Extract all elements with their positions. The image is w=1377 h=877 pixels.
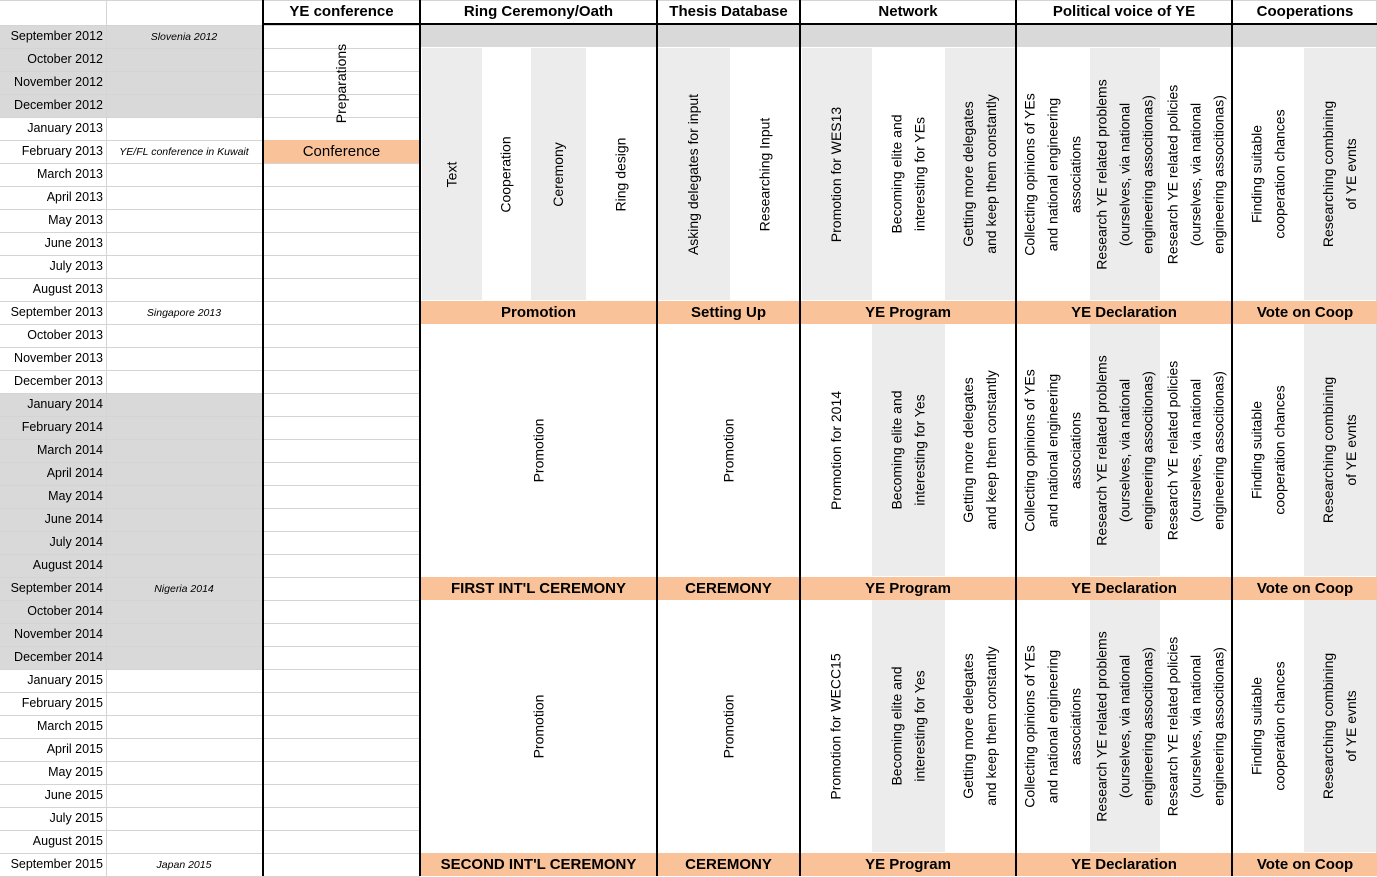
month-label: August 2014: [32, 558, 103, 572]
month-label: October 2012: [27, 52, 103, 66]
thesis-task-text: Promotion: [720, 694, 736, 758]
thesis-milestone: Setting Up: [658, 301, 799, 324]
month-label: March 2015: [36, 719, 103, 733]
political-task-text: Research YE related problems (ourselves, via national engineering associtionas): [1093, 78, 1156, 270]
political-task: [1090, 48, 1160, 300]
political-milestone: YE Declaration: [1017, 301, 1231, 324]
political-task: [1017, 48, 1090, 300]
network-task-text: Promotion for 2014: [828, 390, 845, 510]
month-label: February 2013: [21, 144, 103, 158]
ring-task-text: Ring design: [612, 137, 629, 211]
month-label: March 2013: [36, 167, 103, 181]
coop-milestone: Vote on Coop: [1233, 853, 1377, 876]
month-label: July 2015: [49, 811, 103, 825]
network-task: [872, 48, 945, 300]
ring-task-text: Cooperation: [498, 135, 514, 213]
header-ye-conference: YE conference: [289, 3, 394, 20]
thesis-task-text: Asking delegates for input: [685, 93, 702, 255]
month-label: May 2015: [48, 765, 103, 779]
political-task: [1160, 600, 1231, 852]
coop-task: [1233, 600, 1304, 852]
network-milestone: YE Program: [801, 301, 1015, 324]
political-task-text: Collecting opinions of YEs and national engineering associations: [1022, 368, 1084, 532]
ring-task: [421, 324, 656, 576]
political-milestone: YE Declaration: [1017, 577, 1231, 600]
event-label: Slovenia 2012: [150, 31, 218, 43]
network-task: [801, 600, 872, 852]
month-label: June 2013: [44, 236, 103, 250]
political-task-text: Research YE related problems (ourselves, via national engineering associtionas): [1093, 354, 1156, 546]
ring-task: [421, 48, 482, 300]
coop-task: [1233, 48, 1304, 300]
ye-preparations: [264, 26, 419, 140]
network-task: [872, 600, 945, 852]
month-label: September 2013: [10, 305, 103, 319]
ring-task-text: Promotion: [530, 418, 546, 482]
network-task: [945, 324, 1015, 576]
header-cooperations: Cooperations: [1256, 3, 1354, 20]
political-task: [1160, 48, 1231, 300]
network-task-text: Promotion for WECC15: [828, 652, 844, 800]
month-label: September 2014: [10, 581, 103, 595]
ring-task-text: Text: [443, 161, 459, 187]
political-task-text: Collecting opinions of YEs and national engineering associations: [1022, 92, 1084, 256]
month-label: January 2015: [27, 673, 103, 687]
ring-task-text: Promotion: [530, 694, 546, 758]
coop-task: [1304, 600, 1377, 852]
thesis-task-text: Researching Input: [756, 117, 773, 231]
event-label: Japan 2015: [156, 859, 212, 871]
month-label: February 2014: [21, 420, 103, 434]
network-task-text: Becoming elite and interesting for Yes: [888, 390, 928, 510]
month-label: November 2013: [14, 351, 103, 365]
grid-line: [106, 0, 107, 876]
thesis-milestone: CEREMONY: [658, 577, 799, 600]
network-milestone: YE Program: [801, 577, 1015, 600]
month-label: November 2012: [14, 75, 103, 89]
coop-task: [1233, 324, 1304, 576]
coop-task-text: Researching combining of YE evnts: [1320, 100, 1360, 248]
month-label: January 2014: [27, 397, 103, 411]
political-task-text: Research YE related policies (ourselves, via national engineering associtionas): [1164, 636, 1227, 816]
political-task-text: Research YE related policies (ourselves, via national engineering associtionas): [1164, 360, 1227, 540]
event-label: Singapore 2013: [146, 307, 222, 319]
ring-milestone: FIRST INT'L CEREMONY: [421, 577, 656, 600]
coop-task-text: Finding suitable cooperation chances: [1248, 385, 1288, 515]
coop-task: [1304, 48, 1377, 300]
ring-milestone: SECOND INT'L CEREMONY: [421, 853, 656, 876]
coop-task-text: Researching combining of YE evnts: [1320, 376, 1360, 524]
network-task-text: Promotion for WES13: [828, 106, 845, 242]
ring-task: [531, 48, 586, 300]
month-label: December 2012: [14, 98, 103, 112]
month-label: May 2014: [48, 489, 103, 503]
month-label: April 2014: [46, 466, 103, 480]
thesis-task-text: Promotion: [720, 418, 736, 482]
thesis-task: [658, 324, 799, 576]
coop-milestone: Vote on Coop: [1233, 577, 1377, 600]
network-task-text: Getting more delegates and keep them constantly: [960, 94, 1000, 254]
month-label: September 2012: [10, 29, 103, 43]
network-task-text: Getting more delegates and keep them constantly: [960, 370, 1000, 530]
month-label: August 2015: [32, 834, 103, 848]
month-label: July 2013: [49, 259, 103, 273]
network-task: [872, 324, 945, 576]
event-label: Nigeria 2014: [154, 583, 214, 595]
coop-task: [1304, 324, 1377, 576]
network-milestone: YE Program: [801, 853, 1015, 876]
network-task-text: Getting more delegates and keep them constantly: [960, 646, 1000, 806]
month-label: March 2014: [36, 443, 103, 457]
network-task-text: Becoming elite and interesting for YEs: [888, 114, 928, 234]
political-task-text: Research YE related problems (ourselves, via national engineering associtionas): [1093, 630, 1156, 822]
political-milestone: YE Declaration: [1017, 853, 1231, 876]
ring-task: [421, 600, 656, 852]
ring-task: [586, 48, 656, 300]
month-label: January 2013: [27, 121, 103, 135]
political-task: [1160, 324, 1231, 576]
month-label: April 2013: [46, 190, 103, 204]
coop-milestone: Vote on Coop: [1233, 301, 1377, 324]
political-task-text: Research YE related policies (ourselves, via national engineering associtionas): [1164, 84, 1227, 264]
header-thesis-database: Thesis Database: [669, 3, 788, 20]
network-task-text: Becoming elite and interesting for Yes: [888, 666, 928, 786]
month-label: October 2013: [27, 328, 103, 342]
month-label: April 2015: [46, 742, 103, 756]
political-task: [1090, 600, 1160, 852]
coop-task-text: Researching combining of YE evnts: [1320, 652, 1360, 800]
political-task: [1017, 324, 1090, 576]
network-task: [801, 48, 872, 300]
header-political-voice: Political voice of YE: [1052, 3, 1196, 20]
political-task: [1090, 324, 1160, 576]
month-label: February 2015: [21, 696, 103, 710]
header-network: Network: [878, 3, 938, 20]
political-task-text: Collecting opinions of YEs and national engineering associations: [1022, 644, 1084, 808]
network-task: [945, 600, 1015, 852]
month-label: June 2015: [44, 788, 103, 802]
top-grey-strip: [420, 25, 1377, 47]
month-label: July 2014: [49, 535, 103, 549]
ring-milestone: Promotion: [421, 301, 656, 324]
month-label: August 2013: [32, 282, 103, 296]
event-label: YE/FL conference in Kuwait: [119, 146, 249, 158]
coop-task-text: Finding suitable cooperation chances: [1248, 109, 1288, 239]
month-label: June 2014: [44, 512, 103, 526]
thesis-task: [658, 600, 799, 852]
thesis-task: [730, 48, 799, 300]
month-label: December 2014: [14, 650, 103, 664]
political-task: [1017, 600, 1090, 852]
network-task: [945, 48, 1015, 300]
month-label: October 2014: [27, 604, 103, 618]
month-label: May 2013: [48, 213, 103, 227]
ring-task-text: Ceremony: [550, 141, 566, 207]
thesis-task: [658, 48, 730, 300]
ye-conference-milestone: Conference: [264, 140, 419, 163]
header-ring-ceremony: Ring Ceremony/Oath: [463, 3, 614, 20]
month-label: November 2014: [14, 627, 103, 641]
month-label: December 2013: [14, 374, 103, 388]
ring-task: [482, 48, 531, 300]
ye-preparations-text: Preparations: [332, 43, 349, 123]
thesis-milestone: CEREMONY: [658, 853, 799, 876]
month-label: September 2015: [10, 857, 103, 871]
coop-task-text: Finding suitable cooperation chances: [1248, 661, 1288, 791]
network-task: [801, 324, 872, 576]
